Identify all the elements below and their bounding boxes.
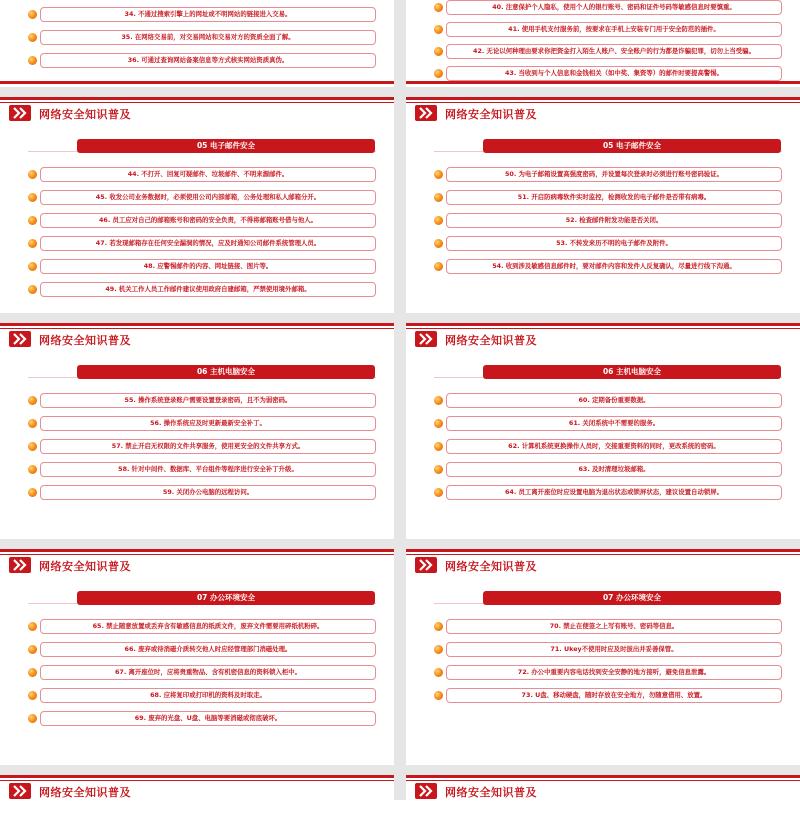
row-divider (0, 765, 800, 775)
bullet-dot-icon (28, 419, 37, 428)
list-item: 64. 员工离开座位时应设置电脑为退出状态或锁屏状态，建议设置自动锁屏。 (446, 485, 782, 500)
double-chevron-icon (9, 557, 31, 573)
list-item: 56. 操作系统应及时更新最新安全补丁。 (40, 416, 376, 431)
list-item: 66. 废弃或待消磁介质转交他人时应经管理部门消磁处理。 (40, 642, 376, 657)
slide-title: 网络安全知识普及 (39, 560, 131, 573)
list-item: 54. 收到涉及敏感信息邮件时，要对邮件内容和发件人反复确认，尽量进行线下沟通。 (446, 259, 782, 274)
slide-header (0, 551, 394, 577)
double-chevron-icon (9, 331, 31, 347)
bullet-dot-icon (28, 56, 37, 65)
list-item: 61. 关闭系统中不需要的服务。 (446, 416, 782, 431)
bullet-dot-icon (434, 419, 443, 428)
bullet-dot-icon (28, 714, 37, 723)
bullet-dot-icon (28, 691, 37, 700)
bullet-dot-icon (28, 645, 37, 654)
list-item: 42. 无论以何种理由要求你把资金打入陌生人账户、安全账户的行为都是诈骗犯罪，切勿上当受骗。 (446, 44, 782, 59)
slide-title: 网络安全知识普及 (445, 786, 537, 799)
list-item: 71. Ukey不使用时应及时拔出并妥善保管。 (446, 642, 782, 657)
bullet-dot-icon (434, 216, 443, 225)
slide-title: 网络安全知识普及 (39, 786, 131, 799)
bullet-dot-icon (28, 442, 37, 451)
list-item: 57. 禁止开启无权限的文件共享服务，使用更安全的文件共享方式。 (40, 439, 376, 454)
bullet-dot-icon (434, 442, 443, 451)
list-item: 65. 禁止随意放置或丢弃含有敏感信息的纸质文件，废弃文件需要用碎纸机粉碎。 (40, 619, 376, 634)
bullet-dot-icon (434, 239, 443, 248)
bullet-dot-icon (28, 668, 37, 677)
footer-red-rule (0, 81, 394, 84)
bullet-dot-icon (28, 193, 37, 202)
slide-title: 网络安全知识普及 (445, 108, 537, 121)
bullet-dot-icon (28, 465, 37, 474)
bullet-dot-icon (28, 239, 37, 248)
list-item: 40. 注意保护个人隐私，使用个人的银行账号、密码和证件号码等敏感信息时要慎重。 (446, 0, 782, 15)
slide-office-security-1 (0, 549, 394, 765)
slide-host-security-1 (0, 323, 394, 539)
bullet-dot-icon (434, 193, 443, 202)
slide-email-security-1 (0, 97, 394, 313)
list-item: 35. 在网络交易前，对交易网站和交易对方的资质全面了解。 (40, 30, 376, 45)
bullet-dot-icon (434, 645, 443, 654)
double-chevron-icon (415, 557, 437, 573)
list-item: 53. 不转发来历不明的电子邮件及附件。 (446, 236, 782, 251)
row-divider (0, 87, 800, 97)
section-title: 07 办公环境安全 (483, 591, 781, 605)
list-item: 62. 计算机系统更换操作人员时，交接重要资料的同时，更改系统的密码。 (446, 439, 782, 454)
section-title: 06 主机电脑安全 (483, 365, 781, 379)
section-title: 06 主机电脑安全 (77, 365, 375, 379)
list-item: 46. 员工应对自己的邮箱账号和密码的安全负责，不得将邮箱账号借与他人。 (40, 213, 376, 228)
list-item: 73. U盘、移动硬盘，随时存放在安全地方，勿随意借用、放置。 (446, 688, 782, 703)
bullet-dot-icon (28, 396, 37, 405)
slide-host-security-2 (406, 323, 800, 539)
bullet-dot-icon (434, 668, 443, 677)
double-chevron-icon (9, 783, 31, 799)
bullet-dot-icon (434, 69, 443, 78)
slide-header (406, 325, 800, 351)
bullet-dot-icon (28, 285, 37, 294)
bullet-dot-icon (434, 691, 443, 700)
double-chevron-icon (415, 331, 437, 347)
list-item: 59. 关闭办公电脑的远程访问。 (40, 485, 376, 500)
slide-header (406, 551, 800, 577)
list-item: 52. 检查邮件附发功能是否关闭。 (446, 213, 782, 228)
bullet-dot-icon (434, 170, 443, 179)
slide-header (0, 325, 394, 351)
list-item: 63. 及时清理垃圾邮箱。 (446, 462, 782, 477)
list-item: 67. 离开座位时，应将贵重物品、含有机密信息的资料锁入柜中。 (40, 665, 376, 680)
bullet-dot-icon (28, 262, 37, 271)
slide-title: 网络安全知识普及 (445, 334, 537, 347)
list-item: 49. 机关工作人员工作邮件建议使用政府自建邮箱，严禁使用境外邮箱。 (40, 282, 376, 297)
list-item: 58. 针对中间件、数据库、平台组件等程序进行安全补丁升级。 (40, 462, 376, 477)
bullet-dot-icon (28, 10, 37, 19)
list-item: 70. 禁止在便签之上写有账号、密码等信息。 (446, 619, 782, 634)
bullet-dot-icon (28, 170, 37, 179)
slide-title: 网络安全知识普及 (445, 560, 537, 573)
bullet-dot-icon (434, 622, 443, 631)
footer-red-rule (406, 81, 800, 84)
column-divider (394, 0, 406, 800)
slide-office-security-2 (406, 549, 800, 765)
list-item: 68. 应将复印或打印机的资料及时取走。 (40, 688, 376, 703)
row-divider (0, 313, 800, 323)
list-item: 48. 应警惕邮件的内容、网址链接、图片等。 (40, 259, 376, 274)
bullet-dot-icon (434, 47, 443, 56)
double-chevron-icon (9, 105, 31, 121)
section-title: 07 办公环境安全 (77, 591, 375, 605)
list-item: 72. 办公中重要内容电话找到安全安静的地方接听，避免信息泄露。 (446, 665, 782, 680)
double-chevron-icon (415, 783, 437, 799)
slide-bottom-right (406, 775, 800, 813)
list-item: 36. 可通过查询网站备案信息等方式核实网站资质真伪。 (40, 53, 376, 68)
double-chevron-icon (415, 105, 437, 121)
bullet-dot-icon (434, 3, 443, 12)
list-item: 69. 废弃的光盘、U盘、电脑等要消磁或彻底破坏。 (40, 711, 376, 726)
slide-header (0, 99, 394, 125)
list-item: 60. 定期备份重要数据。 (446, 393, 782, 408)
list-item: 51. 开启防病毒软件实时监控，检测收发的电子邮件是否带有病毒。 (446, 190, 782, 205)
list-item: 44. 不打开、回复可疑邮件、垃圾邮件、不明来源邮件。 (40, 167, 376, 182)
list-item: 41. 使用手机支付服务前，按要求在手机上安装专门用于安全防范的插件。 (446, 22, 782, 37)
bullet-dot-icon (28, 216, 37, 225)
list-item: 50. 为电子邮箱设置高强度密码，并设置每次登录时必须进行账号密码验证。 (446, 167, 782, 182)
bullet-dot-icon (28, 488, 37, 497)
slide-header (406, 777, 800, 803)
slide-bottom-left (0, 775, 394, 813)
slide-top-left (0, 0, 394, 87)
slide-title: 网络安全知识普及 (39, 334, 131, 347)
list-item: 55. 操作系统登录账户需要设置登录密码，且不为弱密码。 (40, 393, 376, 408)
bullet-dot-icon (434, 262, 443, 271)
bullet-dot-icon (434, 465, 443, 474)
list-item: 45. 收发公司业务数据时，必须使用公司内部邮箱，公务处理和私人邮箱分开。 (40, 190, 376, 205)
row-divider (0, 539, 800, 549)
bullet-dot-icon (434, 488, 443, 497)
section-title: 05 电子邮件安全 (483, 139, 781, 153)
slide-header (0, 777, 394, 803)
section-title: 05 电子邮件安全 (77, 139, 375, 153)
bullet-dot-icon (434, 25, 443, 34)
slide-email-security-2 (406, 97, 800, 313)
list-item: 47. 若发现邮箱存在任何安全漏洞的情况，应及时通知公司邮件系统管理人员。 (40, 236, 376, 251)
list-item: 34. 不通过搜索引擎上的网址或不明网站的链接进入交易。 (40, 7, 376, 22)
bullet-dot-icon (28, 622, 37, 631)
bullet-dot-icon (434, 396, 443, 405)
list-item: 43. 当收到与个人信息和金钱相关（如中奖、集资等）的邮件时要提高警惕。 (446, 66, 782, 81)
bullet-dot-icon (28, 33, 37, 42)
slide-header (406, 99, 800, 125)
slide-title: 网络安全知识普及 (39, 108, 131, 121)
slide-top-right (406, 0, 800, 87)
